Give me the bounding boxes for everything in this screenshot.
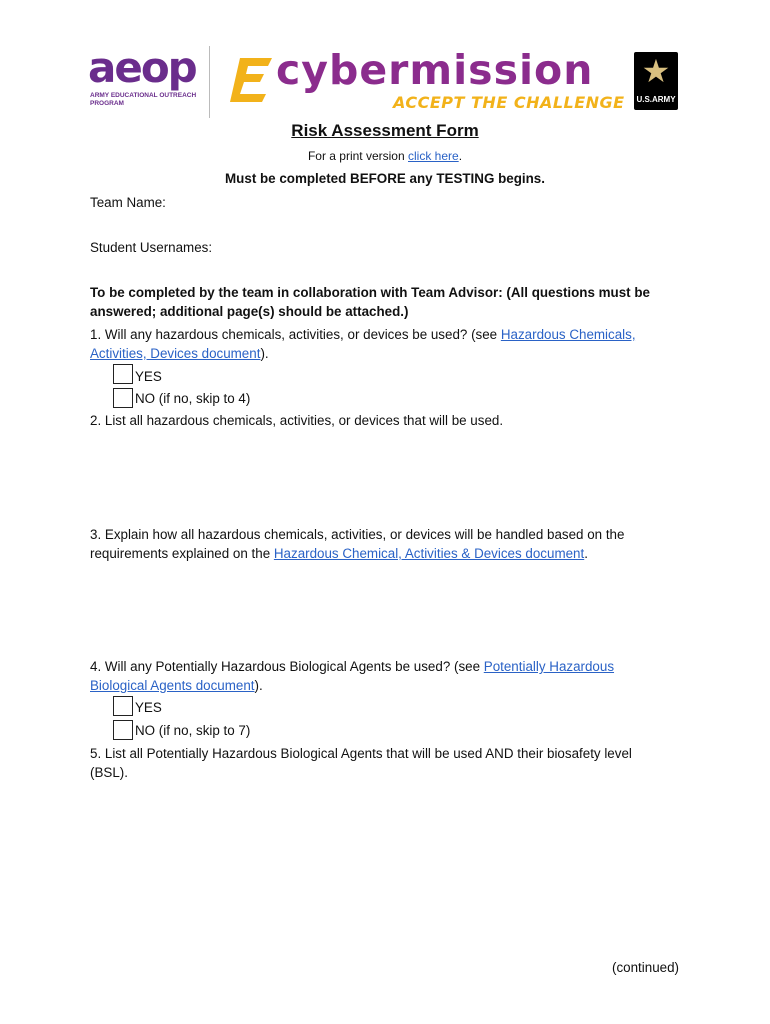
ecybermission-e-icon (226, 52, 274, 108)
q4-no-label: NO (if no, skip to 7) (135, 723, 251, 738)
army-label: U.S.ARMY (636, 95, 676, 104)
aeop-subtitle: ARMY EDUCATIONAL OUTREACH PROGRAM (90, 92, 197, 107)
team-name-label: Team Name: (90, 195, 166, 210)
q1-text: 1. Will any hazardous chemicals, activities, or devices be used? (see (90, 327, 501, 342)
instructions: To be completed by the team in collaboration with Team Advisor: (All questions must be answered; additional page(s) should be attached.) (90, 285, 650, 319)
q3-suffix: . (584, 546, 588, 561)
q4-no-checkbox[interactable] (113, 720, 133, 740)
print-version-link[interactable]: click here (408, 149, 459, 163)
q1-no-label: NO (if no, skip to 4) (135, 391, 251, 406)
ecybermission-logo: cybermission (276, 46, 594, 94)
page-title: Risk Assessment Form (291, 121, 479, 140)
q3-text: 3. Explain how all hazardous chemicals, activities, or devices will be handled based on the requirements explained on the (90, 527, 625, 561)
must-complete-note: Must be completed BEFORE any TESTING begins. (225, 171, 545, 186)
hazardous-chemicals-link[interactable]: Hazardous Chemicals, Activities, Devices document (90, 327, 636, 361)
print-prefix: For a print version (307, 149, 408, 163)
question-1 (90, 325, 690, 363)
q1-suffix: ). (260, 346, 269, 361)
q4-yes-label: YES (135, 700, 162, 715)
q4-text: 4. Will any Potentially Hazardous Biological Agents be used? (see (90, 659, 484, 674)
student-usernames-label: Student Usernames: (90, 240, 213, 255)
print-suffix: . (458, 149, 463, 163)
q1-yes-label: YES (135, 369, 162, 384)
question-4 (90, 657, 670, 695)
q1-yes-checkbox[interactable] (113, 364, 133, 384)
biological-agents-link[interactable]: Potentially Hazardous Biological Agents document (90, 659, 615, 693)
question-5: 5. List all Potentially Hazardous Biological Agents that will be used AND their biosafety level (BSL). (90, 746, 632, 780)
print-version-line (0, 149, 770, 163)
question-3 (90, 525, 670, 563)
question-2: 2. List all hazardous chemicals, activities, or devices that will be used. (90, 413, 504, 428)
header-divider (209, 46, 210, 118)
hazardous-chemical-devices-link[interactable]: Hazardous Chemical, Activities & Devices document (273, 546, 585, 561)
star-icon: ★ (641, 53, 671, 89)
tagline: ACCEPT THE CHALLENGE (393, 93, 625, 112)
continued-note: (continued) (612, 960, 679, 975)
q4-yes-checkbox[interactable] (113, 696, 133, 716)
q4-suffix: ). (254, 678, 263, 693)
aeop-logo: aeop (88, 43, 196, 92)
q1-no-checkbox[interactable] (113, 388, 133, 408)
